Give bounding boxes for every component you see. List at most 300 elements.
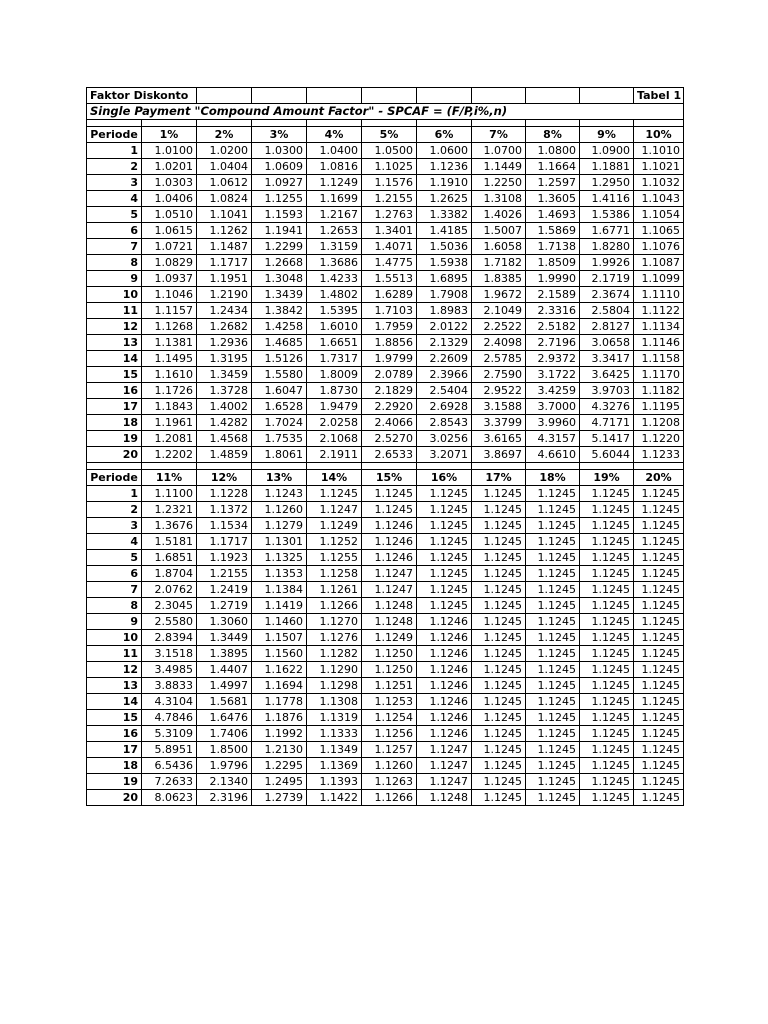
factor-cell: 2.1329: [417, 335, 472, 351]
empty-cell: [362, 120, 417, 127]
factor-cell: 1.3449: [197, 630, 252, 646]
factor-cell: 1.0201: [142, 159, 197, 175]
factor-cell: 1.2081: [142, 431, 197, 447]
factor-cell: 1.1110: [634, 287, 684, 303]
factor-cell: 1.1245: [580, 758, 634, 774]
factor-cell: 7.2633: [142, 774, 197, 790]
factor-cell: 1.1843: [142, 399, 197, 415]
factor-cell: 1.1245: [472, 726, 526, 742]
factor-cell: 1.2167: [307, 207, 362, 223]
factor-cell: 1.1248: [362, 614, 417, 630]
factor-cell: 1.1256: [362, 726, 417, 742]
factor-cell: 1.4685: [252, 335, 307, 351]
factor-cell: 1.1245: [580, 614, 634, 630]
period-cell: 3: [87, 175, 142, 191]
factor-cell: 1.1246: [417, 678, 472, 694]
factor-cell: 1.0406: [142, 191, 197, 207]
factor-cell: 1.4002: [197, 399, 252, 415]
factor-cell: 1.0200: [197, 143, 252, 159]
factor-cell: 1.1041: [197, 207, 252, 223]
factor-cell: 1.1325: [252, 550, 307, 566]
factor-cell: 1.1384: [252, 582, 307, 598]
factor-cell: 2.0122: [417, 319, 472, 335]
factor-cell: 2.2920: [362, 399, 417, 415]
factor-cell: 1.1245: [580, 710, 634, 726]
factor-cell: 1.1236: [417, 159, 472, 175]
factor-cell: 1.1245: [472, 518, 526, 534]
table-row: [87, 726, 684, 742]
factor-cell: 1.1951: [197, 271, 252, 287]
factor-cell: 1.1245: [580, 646, 634, 662]
factor-cell: 1.1245: [472, 758, 526, 774]
factor-cell: 1.0612: [197, 175, 252, 191]
factor-cell: 1.8280: [580, 239, 634, 255]
factor-cell: 1.1246: [417, 662, 472, 678]
factor-cell: 1.1992: [252, 726, 307, 742]
factor-cell: 1.1245: [472, 502, 526, 518]
factor-cell: 1.1245: [417, 486, 472, 502]
factor-cell: 5.1417: [580, 431, 634, 447]
factor-cell: 1.1881: [580, 159, 634, 175]
factor-cell: 1.1245: [417, 518, 472, 534]
factor-cell: 3.0658: [580, 335, 634, 351]
table-row: [87, 502, 684, 518]
factor-cell: 4.3104: [142, 694, 197, 710]
period-cell: 3: [87, 518, 142, 534]
factor-cell: 2.4066: [362, 415, 417, 431]
factor-cell: 1.1246: [417, 726, 472, 742]
factor-cell: 1.1353: [252, 566, 307, 582]
period-cell: 10: [87, 630, 142, 646]
factor-cell: 1.1245: [526, 662, 580, 678]
factor-cell: 1.6058: [472, 239, 526, 255]
table-row: [87, 582, 684, 598]
empty-cell: [197, 463, 252, 470]
table-row: [87, 774, 684, 790]
factor-cell: 1.1245: [526, 726, 580, 742]
factor-cell: 1.1245: [526, 502, 580, 518]
empty-cell: [634, 463, 684, 470]
factor-cell: 1.1308: [307, 694, 362, 710]
factor-cell: 2.3045: [142, 598, 197, 614]
factor-cell: 1.1245: [580, 550, 634, 566]
factor-cell: 1.1298: [307, 678, 362, 694]
factor-cell: 4.7846: [142, 710, 197, 726]
factor-cell: 1.5126: [252, 351, 307, 367]
factor-cell: 1.7406: [197, 726, 252, 742]
empty-cell: [142, 463, 197, 470]
period-cell: 9: [87, 271, 142, 287]
factor-cell: 1.1245: [472, 598, 526, 614]
factor-cell: 1.2190: [197, 287, 252, 303]
factor-cell: 1.1076: [634, 239, 684, 255]
factor-cell: 1.1247: [417, 774, 472, 790]
factor-cell: 1.1158: [634, 351, 684, 367]
period-cell: 10: [87, 287, 142, 303]
factor-cell: 1.2495: [252, 774, 307, 790]
factor-cell: 1.1372: [197, 502, 252, 518]
empty-cell: [252, 463, 307, 470]
factor-cell: 1.1694: [252, 678, 307, 694]
factor-cell: 1.1664: [526, 159, 580, 175]
period-cell: 19: [87, 431, 142, 447]
factor-cell: 2.8394: [142, 630, 197, 646]
factor-cell: 2.3316: [526, 303, 580, 319]
factor-cell: 1.5395: [307, 303, 362, 319]
factor-cell: 2.5270: [362, 431, 417, 447]
factor-cell: 1.1268: [142, 319, 197, 335]
table-row: [87, 630, 684, 646]
factor-cell: 1.1122: [634, 303, 684, 319]
factor-cell: 2.9522: [472, 383, 526, 399]
factor-cell: 1.1245: [417, 582, 472, 598]
factor-cell: 1.8983: [417, 303, 472, 319]
factor-cell: 1.1279: [252, 518, 307, 534]
factor-cell: 1.1245: [634, 742, 684, 758]
factor-cell: 1.0303: [142, 175, 197, 191]
table-row: [87, 191, 684, 207]
factor-cell: 1.1032: [634, 175, 684, 191]
factor-cell: 1.2250: [472, 175, 526, 191]
factor-cell: 1.1245: [634, 678, 684, 694]
factor-cell: 1.1245: [472, 550, 526, 566]
table-row: [87, 367, 684, 383]
period-cell: 17: [87, 742, 142, 758]
factor-cell: 1.6528: [252, 399, 307, 415]
factor-cell: 1.1245: [526, 614, 580, 630]
factor-cell: 1.1170: [634, 367, 684, 383]
factor-cell: 5.6044: [580, 447, 634, 463]
factor-cell: 1.1560: [252, 646, 307, 662]
factor-cell: 1.1246: [417, 614, 472, 630]
empty-cell: [307, 463, 362, 470]
factor-cell: 1.1245: [580, 662, 634, 678]
table-row: [87, 614, 684, 630]
factor-cell: 1.1243: [252, 486, 307, 502]
factor-cell: 1.6851: [142, 550, 197, 566]
factor-cell: 1.1247: [362, 566, 417, 582]
factor-cell: 4.3276: [580, 399, 634, 415]
factor-cell: 2.5404: [417, 383, 472, 399]
factor-cell: 1.5938: [417, 255, 472, 271]
factor-cell: 1.9926: [580, 255, 634, 271]
empty-cell: [197, 88, 252, 104]
period-cell: 5: [87, 550, 142, 566]
factor-cell: 2.1068: [307, 431, 362, 447]
empty-cell: [417, 88, 472, 104]
factor-cell: 1.2295: [252, 758, 307, 774]
factor-cell: 5.8951: [142, 742, 197, 758]
title-row: [87, 88, 684, 104]
factor-cell: 1.3676: [142, 518, 197, 534]
factor-cell: 1.1245: [526, 486, 580, 502]
empty-cell: [526, 88, 580, 104]
factor-cell: 1.1245: [472, 646, 526, 662]
factor-cell: 1.1487: [197, 239, 252, 255]
empty-cell: [307, 120, 362, 127]
factor-cell: 1.1157: [142, 303, 197, 319]
factor-cell: 3.1588: [472, 399, 526, 415]
period-cell: 19: [87, 774, 142, 790]
factor-cell: 1.1245: [634, 646, 684, 662]
factor-cell: 1.1245: [307, 486, 362, 502]
factor-cell: 1.1393: [307, 774, 362, 790]
empty-cell: [472, 120, 526, 127]
factor-cell: 1.1245: [634, 518, 684, 534]
period-cell: 15: [87, 710, 142, 726]
factor-cell: 2.1719: [580, 271, 634, 287]
column-header-rate: 8%: [526, 127, 580, 143]
column-header-rate: 18%: [526, 470, 580, 486]
factor-cell: 1.1534: [197, 518, 252, 534]
factor-cell: 1.1258: [307, 566, 362, 582]
factor-cell: 1.1262: [197, 223, 252, 239]
factor-cell: 1.1266: [307, 598, 362, 614]
column-header-rate: 1%: [142, 127, 197, 143]
factor-cell: 1.1245: [634, 662, 684, 678]
factor-cell: 2.3196: [197, 790, 252, 806]
table-row: [87, 287, 684, 303]
factor-cell: 1.1247: [417, 742, 472, 758]
factor-cell: 1.6771: [580, 223, 634, 239]
factor-cell: 1.1100: [142, 486, 197, 502]
factor-cell: 1.3686: [307, 255, 362, 271]
column-header-rate: 7%: [472, 127, 526, 143]
factor-cell: 1.0721: [142, 239, 197, 255]
factor-cell: 1.1245: [580, 742, 634, 758]
factor-cell: 2.5580: [142, 614, 197, 630]
factor-cell: 1.1507: [252, 630, 307, 646]
factor-cell: 1.1449: [472, 159, 526, 175]
factor-cell: 1.1245: [526, 566, 580, 582]
table-row: [87, 694, 684, 710]
factor-cell: 1.0100: [142, 143, 197, 159]
factor-cell: 1.7182: [472, 255, 526, 271]
factor-cell: 1.1245: [634, 486, 684, 502]
factor-cell: 1.2299: [252, 239, 307, 255]
factor-cell: 2.0789: [362, 367, 417, 383]
factor-cell: 1.2155: [197, 566, 252, 582]
factor-cell: 1.1245: [634, 790, 684, 806]
factor-cell: 1.7908: [417, 287, 472, 303]
factor-cell: 3.3417: [580, 351, 634, 367]
factor-cell: 1.8509: [526, 255, 580, 271]
factor-cell: 1.1043: [634, 191, 684, 207]
table-row: [87, 207, 684, 223]
factor-cell: 4.7171: [580, 415, 634, 431]
empty-cell: [472, 463, 526, 470]
factor-cell: 1.0510: [142, 207, 197, 223]
factor-cell: 1.1245: [634, 726, 684, 742]
factor-cell: 1.1245: [634, 710, 684, 726]
factor-cell: 1.2597: [526, 175, 580, 191]
factor-cell: 1.3459: [197, 367, 252, 383]
factor-cell: 1.1245: [472, 614, 526, 630]
factor-cell: 1.1246: [362, 518, 417, 534]
period-cell: 2: [87, 502, 142, 518]
factor-cell: 1.0800: [526, 143, 580, 159]
factor-cell: 1.1249: [362, 630, 417, 646]
table-row: [87, 742, 684, 758]
factor-cell: 1.1726: [142, 383, 197, 399]
factor-cell: 1.4026: [472, 207, 526, 223]
factor-cell: 1.3401: [362, 223, 417, 239]
factor-cell: 1.1254: [362, 710, 417, 726]
factor-cell: 1.1419: [252, 598, 307, 614]
factor-cell: 1.1961: [142, 415, 197, 431]
factor-cell: 4.3157: [526, 431, 580, 447]
header-row: [87, 127, 684, 143]
factor-cell: 1.1301: [252, 534, 307, 550]
factor-cell: 1.1422: [307, 790, 362, 806]
table-row: [87, 383, 684, 399]
column-header-periode: Periode: [87, 127, 142, 143]
table-row: [87, 223, 684, 239]
factor-cell: 1.4282: [197, 415, 252, 431]
factor-cell: 1.7103: [362, 303, 417, 319]
factor-cell: 1.1717: [197, 534, 252, 550]
factor-cell: 1.1248: [417, 790, 472, 806]
factor-cell: 1.0824: [197, 191, 252, 207]
factor-cell: 1.1245: [362, 502, 417, 518]
factor-cell: 2.6928: [417, 399, 472, 415]
factor-cell: 1.4775: [362, 255, 417, 271]
factor-cell: 1.1245: [580, 694, 634, 710]
factor-cell: 1.1245: [472, 774, 526, 790]
factor-cell: 1.2434: [197, 303, 252, 319]
factor-cell: 1.3605: [526, 191, 580, 207]
factor-cell: 1.1245: [580, 486, 634, 502]
factor-cell: 1.1245: [526, 758, 580, 774]
empty-cell: [142, 120, 197, 127]
factor-cell: 1.2321: [142, 502, 197, 518]
table-row: [87, 335, 684, 351]
factor-cell: 1.0700: [472, 143, 526, 159]
column-header-rate: 11%: [142, 470, 197, 486]
factor-cell: 1.3382: [417, 207, 472, 223]
factor-cell: 1.1010: [634, 143, 684, 159]
factor-cell: 1.7959: [362, 319, 417, 335]
factor-cell: 1.4185: [417, 223, 472, 239]
factor-cell: 2.7590: [472, 367, 526, 383]
table-row: [87, 662, 684, 678]
factor-cell: 1.5181: [142, 534, 197, 550]
empty-cell: [252, 88, 307, 104]
period-cell: 14: [87, 351, 142, 367]
factor-cell: 1.9479: [307, 399, 362, 415]
factor-cell: 1.1245: [634, 758, 684, 774]
factor-cell: 1.1263: [362, 774, 417, 790]
table-row: [87, 431, 684, 447]
table-row: [87, 598, 684, 614]
factor-cell: 1.1245: [580, 502, 634, 518]
table-row: [87, 319, 684, 335]
factor-cell: 1.1233: [634, 447, 684, 463]
factor-cell: 1.1245: [526, 646, 580, 662]
factor-cell: 1.1245: [580, 566, 634, 582]
factor-cell: 1.1250: [362, 646, 417, 662]
factor-cell: 1.3048: [252, 271, 307, 287]
factor-cell: 1.4407: [197, 662, 252, 678]
period-cell: 11: [87, 646, 142, 662]
factor-cell: 1.1495: [142, 351, 197, 367]
column-header-rate: 3%: [252, 127, 307, 143]
factor-cell: 3.7000: [526, 399, 580, 415]
factor-cell: 1.0900: [580, 143, 634, 159]
factor-cell: 3.4985: [142, 662, 197, 678]
table-row: [87, 550, 684, 566]
table-row: [87, 518, 684, 534]
empty-cell: [580, 463, 634, 470]
factor-cell: 1.4233: [307, 271, 362, 287]
factor-cell: 1.1245: [472, 534, 526, 550]
factor-cell: 1.1245: [472, 694, 526, 710]
factor-cell: 1.1245: [472, 486, 526, 502]
factor-cell: 1.1245: [472, 678, 526, 694]
column-header-rate: 2%: [197, 127, 252, 143]
factor-cell: 1.1099: [634, 271, 684, 287]
factor-cell: 5.3109: [142, 726, 197, 742]
column-header-rate: 6%: [417, 127, 472, 143]
factor-cell: 1.5580: [252, 367, 307, 383]
factor-cell: 1.1182: [634, 383, 684, 399]
period-cell: 1: [87, 486, 142, 502]
factor-cell: 1.5513: [362, 271, 417, 287]
factor-cell: 1.0927: [252, 175, 307, 191]
factor-cell: 1.1610: [142, 367, 197, 383]
factor-cell: 1.3439: [252, 287, 307, 303]
factor-cell: 4.6610: [526, 447, 580, 463]
factor-cell: 1.1941: [252, 223, 307, 239]
factor-cell: 3.0256: [417, 431, 472, 447]
factor-cell: 1.6476: [197, 710, 252, 726]
factor-cell: 1.1246: [417, 694, 472, 710]
period-cell: 2: [87, 159, 142, 175]
factor-cell: 3.1722: [526, 367, 580, 383]
period-cell: 5: [87, 207, 142, 223]
empty-cell: [197, 120, 252, 127]
factor-cell: 3.2071: [417, 447, 472, 463]
subtitle-row: [87, 104, 684, 120]
factor-cell: 1.1576: [362, 175, 417, 191]
factor-cell: 1.3195: [197, 351, 252, 367]
factor-cell: 1.0609: [252, 159, 307, 175]
period-cell: 8: [87, 255, 142, 271]
factor-cell: 1.1245: [634, 630, 684, 646]
empty-cell: [526, 120, 580, 127]
factor-cell: 3.1518: [142, 646, 197, 662]
factor-cell: 1.3060: [197, 614, 252, 630]
factor-cell: 1.1255: [307, 550, 362, 566]
factor-cell: 1.1250: [362, 662, 417, 678]
period-cell: 7: [87, 239, 142, 255]
factor-cell: 1.1245: [580, 518, 634, 534]
factor-cell: 1.1245: [526, 550, 580, 566]
period-cell: 14: [87, 694, 142, 710]
factor-cell: 1.1245: [472, 566, 526, 582]
column-header-rate: 9%: [580, 127, 634, 143]
factor-cell: 1.1717: [197, 255, 252, 271]
period-cell: 16: [87, 726, 142, 742]
factor-cell: 1.1255: [252, 191, 307, 207]
table-row: [87, 447, 684, 463]
column-header-rate: 12%: [197, 470, 252, 486]
factor-cell: 1.4693: [526, 207, 580, 223]
factor-cell: 1.1245: [580, 534, 634, 550]
period-cell: 11: [87, 303, 142, 319]
factor-cell: 2.7196: [526, 335, 580, 351]
column-header-rate: 15%: [362, 470, 417, 486]
